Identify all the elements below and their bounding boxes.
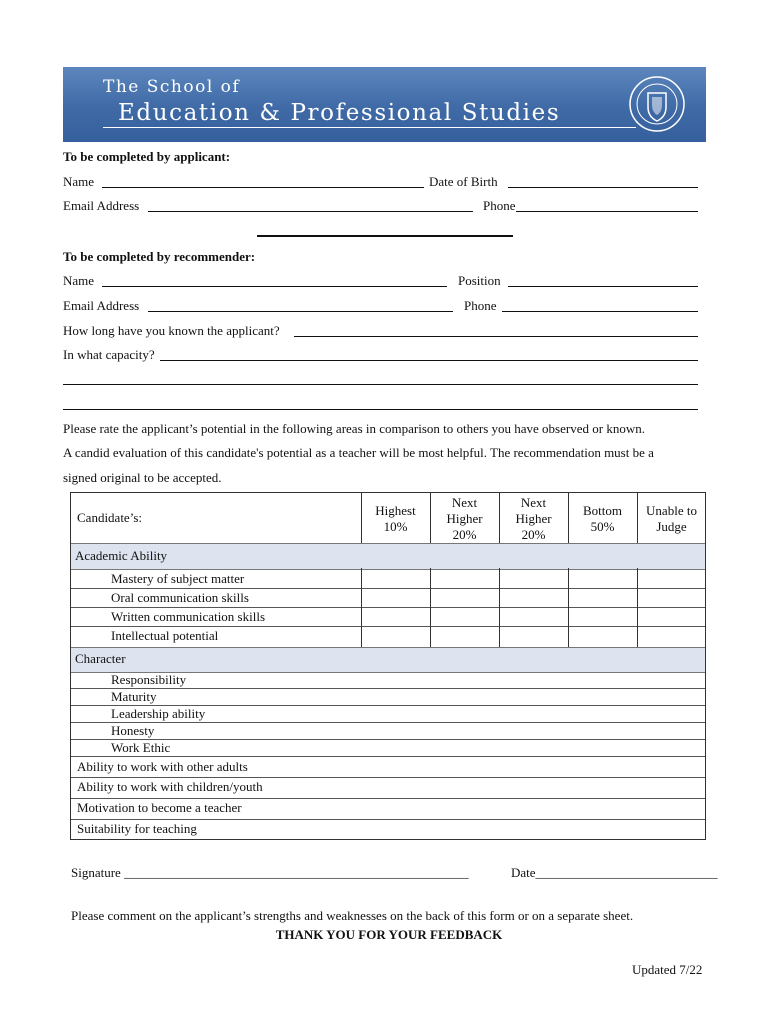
recommender-name-field[interactable] bbox=[102, 286, 447, 287]
university-seal-icon bbox=[628, 75, 686, 133]
col-header-highest: Highest 10% bbox=[375, 503, 416, 534]
row-divider bbox=[71, 756, 705, 757]
academic-item: Oral communication skills bbox=[111, 590, 249, 605]
row-divider bbox=[71, 607, 705, 608]
applicant-name-field[interactable] bbox=[102, 187, 424, 188]
applicant-name-label: Name bbox=[63, 174, 95, 189]
recommender-heading: To be completed by recommender: bbox=[63, 249, 256, 264]
recommender-name-label: Name bbox=[63, 273, 95, 288]
other-item: Suitability for teaching bbox=[77, 821, 197, 836]
recommender-phone-label: Phone bbox=[464, 298, 497, 313]
recommender-email-label: Email Address bbox=[63, 298, 140, 313]
instructions-line-2: A candid evaluation of this candidate's potential as a teacher will be most helpful. The recommendation must be a bbox=[63, 445, 654, 460]
capacity-extra-line-1[interactable] bbox=[63, 384, 698, 385]
row-divider bbox=[71, 798, 705, 799]
academic-item: Mastery of subject matter bbox=[111, 571, 245, 586]
grid-divider bbox=[361, 568, 362, 647]
row-divider bbox=[71, 688, 705, 689]
header-banner bbox=[63, 67, 706, 142]
applicant-phone-field[interactable] bbox=[516, 211, 698, 212]
known-label: How long have you known the applicant? bbox=[63, 323, 280, 338]
capacity-label: In what capacity? bbox=[63, 347, 155, 362]
section-academic-label: Academic Ability bbox=[75, 548, 168, 563]
character-item: Leadership ability bbox=[111, 706, 206, 721]
banner-line-1: The School of bbox=[103, 77, 241, 97]
grid-divider bbox=[430, 568, 431, 647]
known-field[interactable] bbox=[294, 336, 698, 337]
date-field[interactable]: Date____________________________ bbox=[511, 865, 718, 880]
capacity-extra-line-2[interactable] bbox=[63, 409, 698, 410]
recommender-phone-field[interactable] bbox=[502, 311, 698, 312]
rating-table bbox=[70, 492, 706, 840]
col-header-bottom: Bottom 50% bbox=[582, 503, 622, 534]
col-header-unable: Unable to Judge bbox=[646, 503, 697, 534]
applicant-dob-label: Date of Birth bbox=[429, 174, 498, 189]
applicant-email-field[interactable] bbox=[148, 211, 473, 212]
character-item: Honesty bbox=[111, 723, 155, 738]
recommender-position-field[interactable] bbox=[508, 286, 698, 287]
applicant-email-label: Email Address bbox=[63, 198, 140, 213]
updated-date: Updated 7/22 bbox=[632, 962, 703, 977]
candidate-label: Candidate’s: bbox=[77, 510, 142, 525]
instructions-line-1: Please rate the applicant’s potential in the following areas in comparison to others you have observed or known. bbox=[63, 421, 645, 436]
row-divider bbox=[71, 705, 705, 706]
academic-item: Written communication skills bbox=[111, 609, 266, 624]
grid-divider bbox=[637, 568, 638, 647]
other-item: Ability to work with other adults bbox=[77, 759, 248, 774]
signature-field[interactable]: Signature _____________________________________________________ bbox=[71, 865, 469, 880]
grid-divider bbox=[499, 568, 500, 647]
character-item: Work Ethic bbox=[111, 740, 171, 755]
academic-item: Intellectual potential bbox=[111, 628, 219, 643]
recommender-position-label: Position bbox=[458, 273, 501, 288]
row-divider bbox=[71, 739, 705, 740]
col-header-next-higher-1: Next Higher 20% bbox=[446, 495, 483, 542]
banner-line-2: Education & Professional Studies bbox=[118, 100, 561, 126]
grid-divider bbox=[568, 568, 569, 647]
applicant-phone-label: Phone bbox=[483, 198, 516, 213]
other-item: Ability to work with children/youth bbox=[77, 779, 263, 794]
character-item: Responsibility bbox=[111, 672, 187, 687]
row-divider bbox=[71, 588, 705, 589]
thank-you-text: THANK YOU FOR YOUR FEEDBACK bbox=[275, 927, 503, 942]
col-header-next-higher-2: Next Higher 20% bbox=[515, 495, 552, 542]
banner-rule bbox=[103, 127, 636, 128]
section-character-label: Character bbox=[75, 651, 126, 666]
section-band-character bbox=[71, 647, 705, 673]
section-divider bbox=[257, 235, 513, 237]
row-divider bbox=[71, 722, 705, 723]
recommender-email-field[interactable] bbox=[148, 311, 453, 312]
instructions-line-3: signed original to be accepted. bbox=[63, 470, 222, 485]
other-item: Motivation to become a teacher bbox=[77, 800, 242, 815]
character-item: Maturity bbox=[111, 689, 157, 704]
row-divider bbox=[71, 626, 705, 627]
row-divider bbox=[71, 819, 705, 820]
applicant-heading: To be completed by applicant: bbox=[63, 149, 231, 164]
applicant-dob-field[interactable] bbox=[508, 187, 698, 188]
comment-instruction: Please comment on the applicant’s strengths and weaknesses on the back of this form or on a separate sheet. bbox=[71, 908, 634, 923]
capacity-field[interactable] bbox=[160, 360, 698, 361]
row-divider bbox=[71, 777, 705, 778]
